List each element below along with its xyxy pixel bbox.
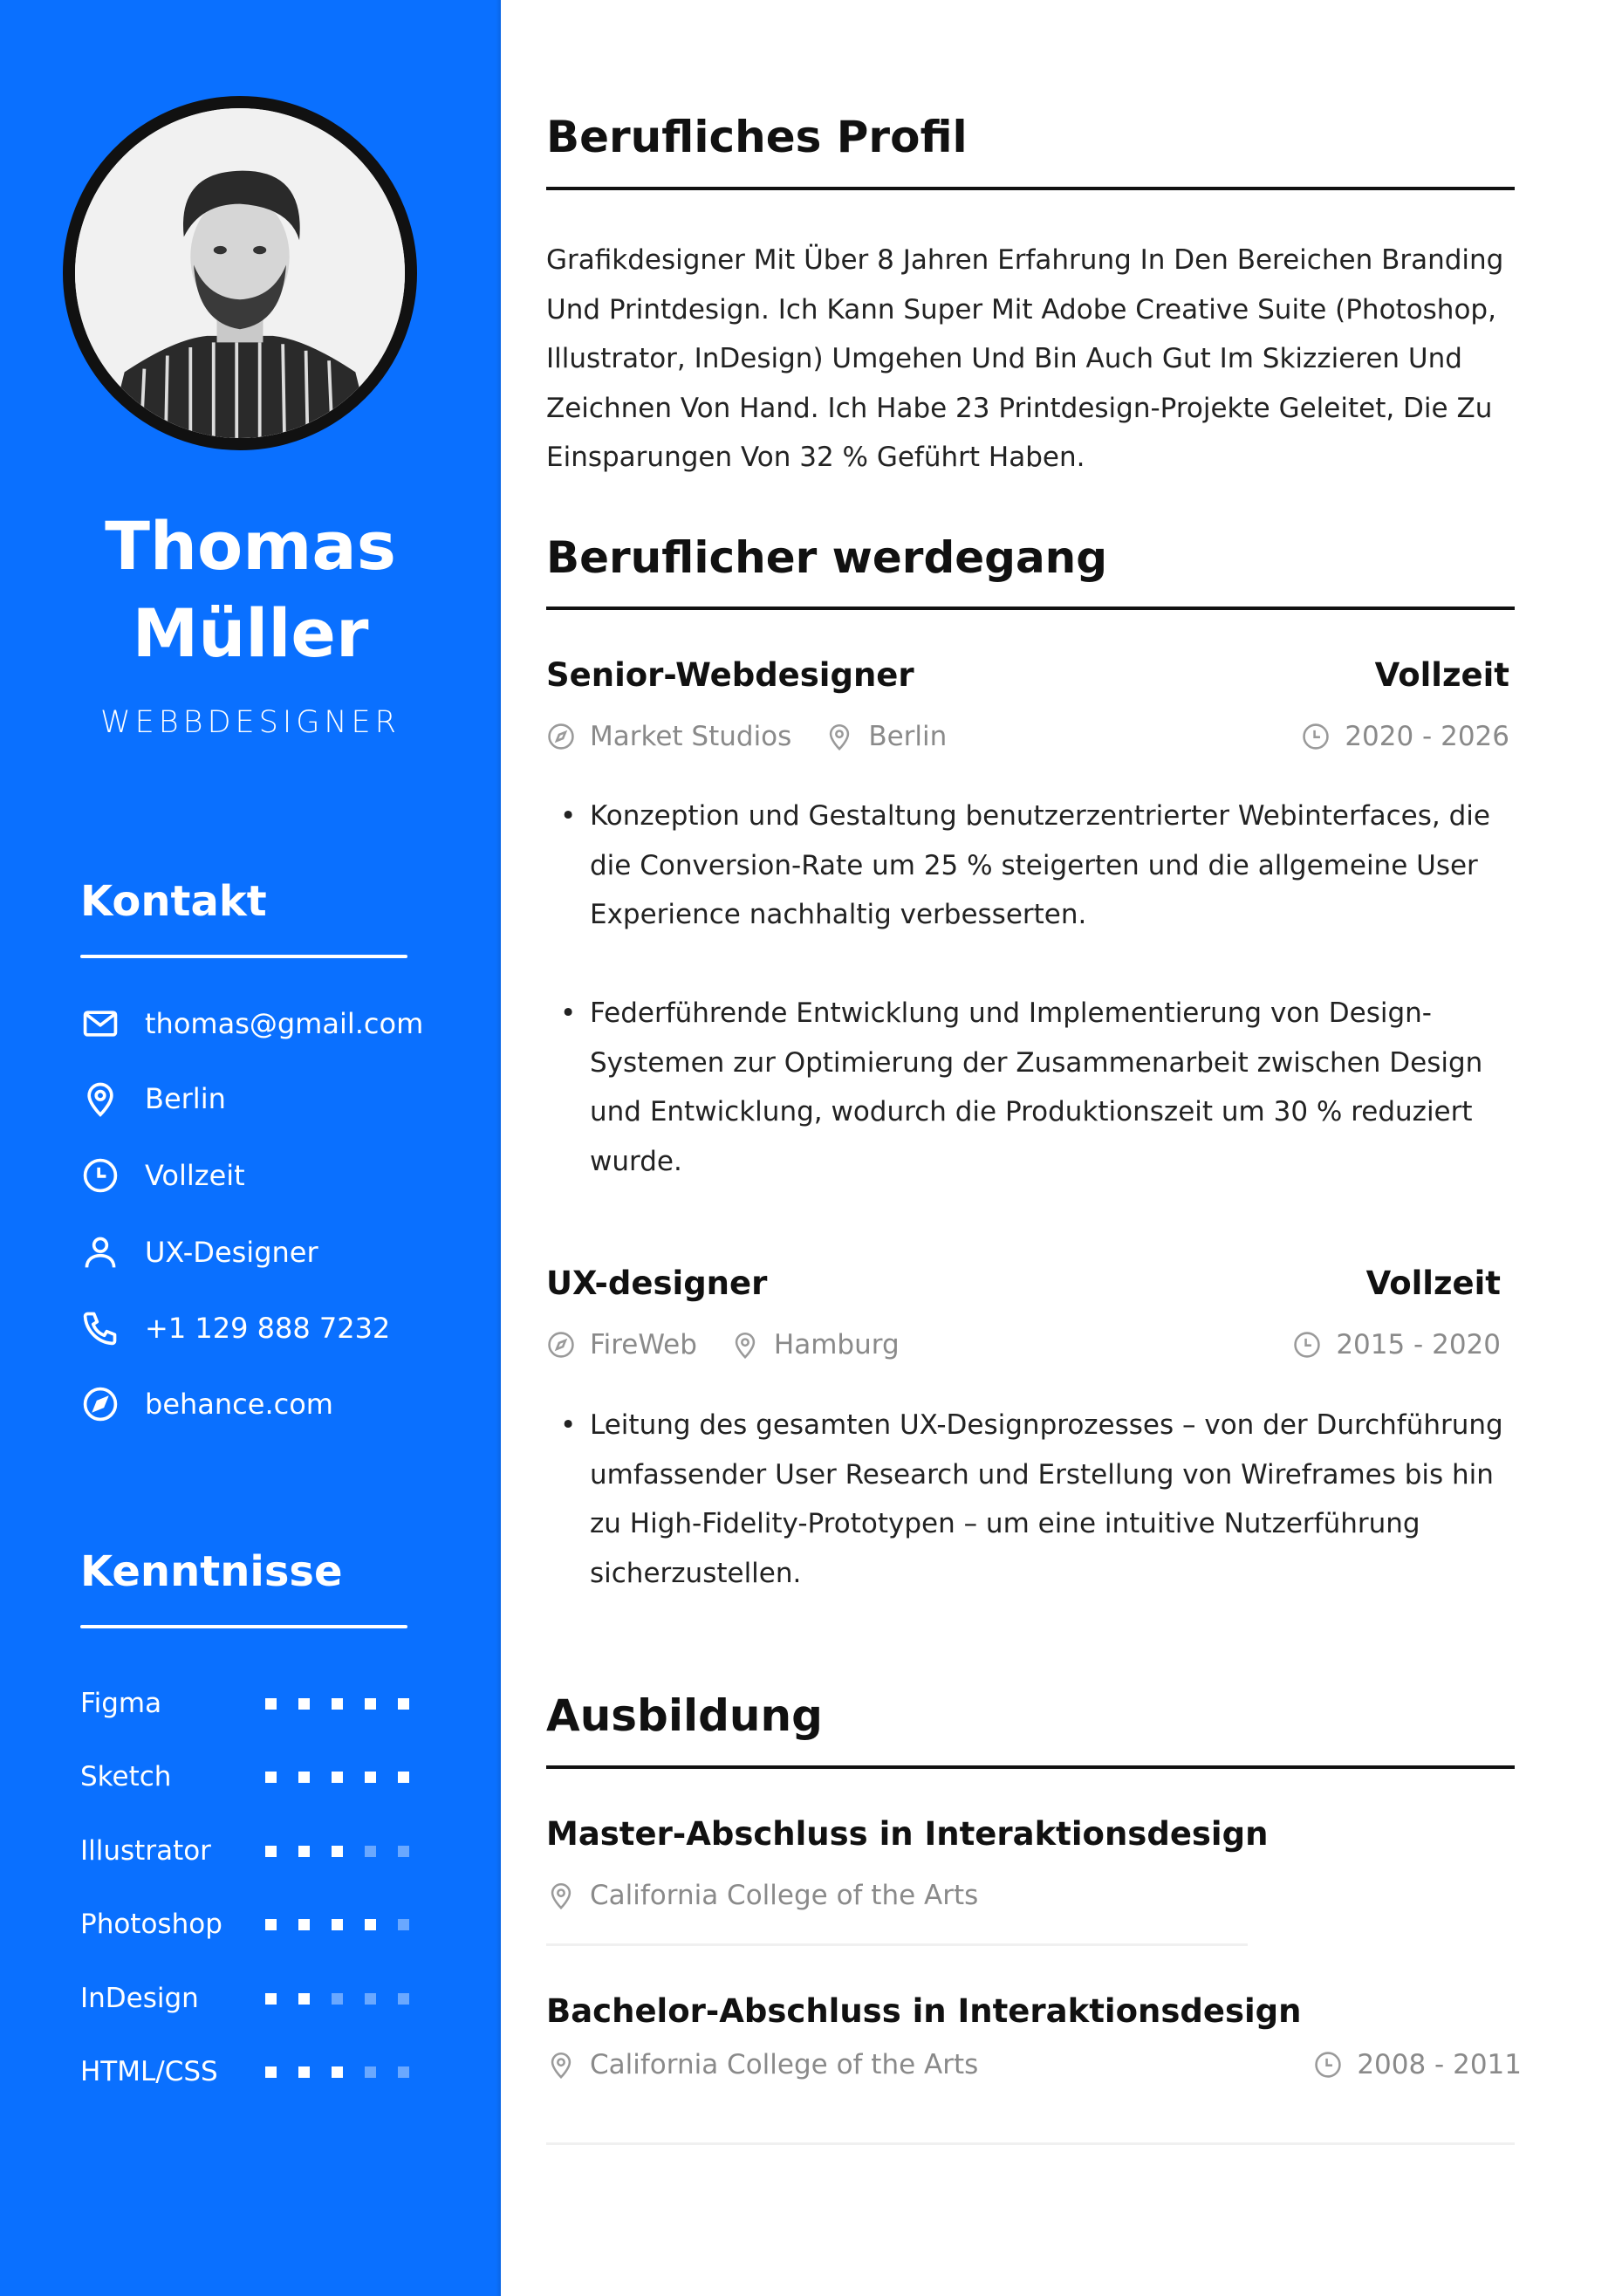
degree-school: California College of the Arts [590,2049,979,2080]
contact-location-text: Berlin [145,1082,226,1115]
job-bullets [546,792,1515,940]
contact-phone[interactable] [80,1306,390,1350]
skill-label: Photoshop [80,1909,222,1940]
phone-icon [80,1308,120,1348]
profile-photo [63,96,417,450]
skill-row [80,1758,412,1796]
location-pin-icon [825,722,854,751]
summary-divider [546,187,1515,190]
education-item-divider [546,2142,1515,2145]
job-period-text: 2020 - 2026 [1345,721,1509,752]
job-period [1292,1329,1501,1360]
job-title: UX-designer [546,1265,768,1302]
contact-employment-text: Vollzeit [145,1159,245,1192]
contact-title-text: UX-Designer [145,1236,318,1269]
job-bullets [546,1401,1532,1598]
education-divider [546,1765,1515,1769]
skill-rating [265,1772,409,1783]
degree-period [1313,2049,1522,2080]
compass-icon [546,722,576,751]
skill-label: InDesign [80,1983,199,2014]
skill-row [80,2053,412,2091]
skill-row [80,1905,412,1943]
compass-icon [546,1330,576,1360]
compass-icon [80,1384,120,1424]
skill-rating [265,1993,409,2005]
contact-phone-text[interactable]: +1 129 888 7232 [145,1312,391,1345]
degree-meta [546,1880,978,1911]
location-pin-icon [730,1330,760,1360]
skill-row [80,1979,412,2018]
sidebar [0,0,501,2296]
job-company: FireWeb [590,1329,697,1360]
job-type: Vollzeit [1365,1265,1501,1302]
job-location: Hamburg [773,1329,900,1360]
skill-rating [265,1846,409,1857]
first-name: Thomas [105,507,396,585]
contact-location [80,1077,226,1121]
job-bullet: • Leitung des gesamten UX-Designprozesses – von der Durchführung umfassender User Research und Erstellung von Wireframes bis hin zu High-Fidelity-Prototypen – um eine intuitive Nutzerführung sicherzustellen. [546,1401,1532,1598]
location-pin-icon [80,1079,120,1119]
last-name: Müller [132,594,369,672]
skill-label: Illustrator [80,1835,211,1867]
degree-period-text: 2008 - 2011 [1357,2049,1522,2080]
skill-row [80,1832,412,1870]
clock-icon [1292,1330,1322,1360]
user-icon [80,1232,120,1272]
contact-email-text[interactable]: thomas@gmail.com [145,1007,424,1040]
experience-divider [546,607,1515,610]
contact-email[interactable] [80,1002,423,1045]
clock-icon [80,1155,120,1196]
contact-website[interactable] [80,1382,333,1426]
location-pin-icon [546,1881,576,1910]
avatar-photo-icon [75,108,405,438]
contact-divider [80,955,407,958]
degree-title: Master-Abschluss in Interaktionsdesign [546,1815,1269,1853]
skill-rating [265,1919,409,1930]
job-role: WEBBDESIGNER [100,705,400,740]
degree-meta [546,2049,978,2080]
job-title: Senior-Webdesigner [546,656,914,694]
degree-title: Bachelor-Abschluss in Interaktionsdesign [546,1992,1302,2030]
contact-title [80,1230,318,1274]
job-bullets [546,989,1515,1186]
skill-label: Figma [80,1688,162,1719]
contact-heading: Kontakt [80,877,267,926]
degree-school: California College of the Arts [590,1880,979,1911]
experience-heading: Beruflicher werdegang [546,532,1108,583]
contact-employment [80,1154,245,1197]
skill-label: HTML/CSS [80,2056,218,2087]
job-period-text: 2015 - 2020 [1336,1329,1501,1360]
contact-website-text[interactable]: behance.com [145,1388,333,1421]
summary-text: Grafikdesigner Mit Über 8 Jahren Erfahrung In Den Bereichen Branding Und Printdesign. Ich Kann Super Mit Adobe Creative Suite (Photoshop, Illustrator, InDesign) Umgehen Und Bin Auch Gut Im Skizzieren Und Zeichnen Von Hand. Ich Habe 23 Printdesign-Projekte Geleitet, Die Zu Einsparungen Von 32 % Geführt Haben. [546,244,1504,473]
mail-icon [80,1004,120,1044]
skill-label: Sketch [80,1761,172,1792]
education-item-divider [546,1943,1248,1946]
skill-rating [265,2066,409,2078]
job-location: Berlin [868,721,948,752]
job-type: Vollzeit [1374,656,1509,694]
skill-rating [265,1698,409,1710]
skills-heading: Kenntnisse [80,1547,343,1596]
clock-icon [1301,722,1331,751]
job-period [1301,721,1509,752]
job-bullet: • Federführende Entwicklung und Implementierung von Design-Systemen zur Optimierung der Zusammenarbeit zwischen Design und Entwicklung, wodurch die Produktionszeit um 30 % reduziert wurde. [546,989,1515,1186]
skills-divider [80,1625,407,1628]
job-bullet: • Konzeption und Gestaltung benutzerzentrierter Webinterfaces, die die Conversion-Rate um 25 % steigerten und die allgemeine User Experience nachhaltig verbesserten. [546,792,1515,940]
skill-row [80,1684,412,1723]
clock-icon [1313,2050,1343,2080]
location-pin-icon [546,2050,576,2080]
job-meta [546,1329,900,1360]
job-company: Market Studios [590,721,792,752]
summary-heading: Berufliches Profil [546,112,968,162]
education-heading: Ausbildung [546,1690,823,1741]
job-meta [546,721,947,752]
